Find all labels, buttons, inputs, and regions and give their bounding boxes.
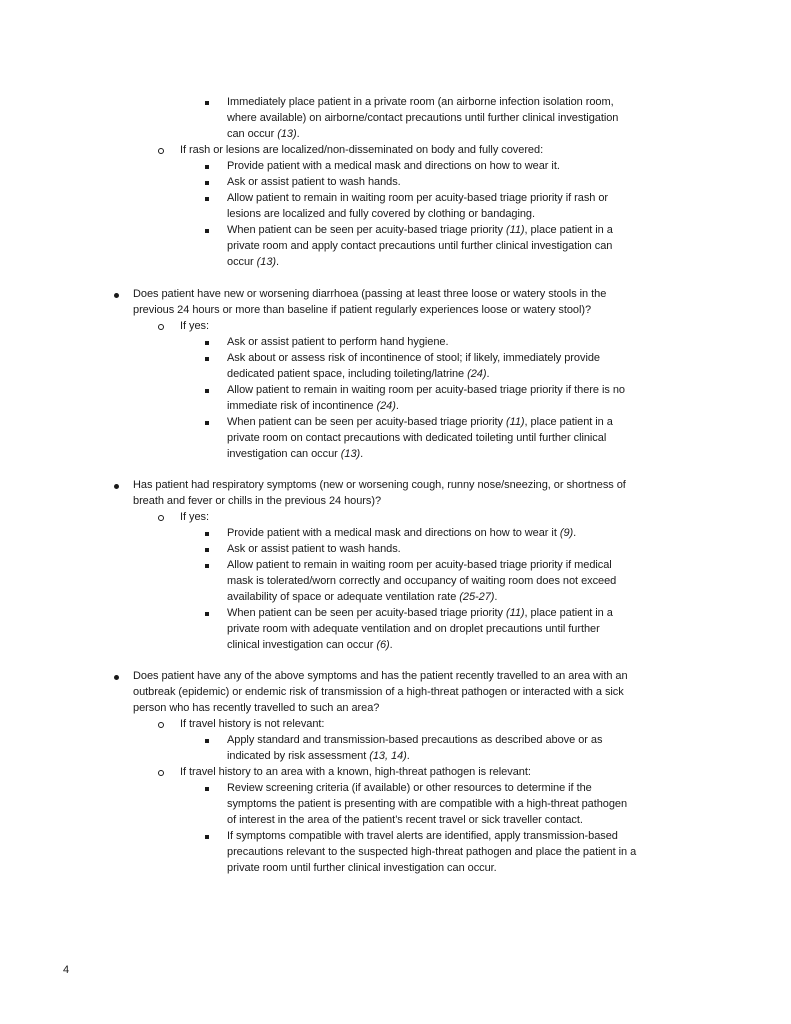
- circle-bullet-icon: [158, 148, 164, 154]
- text-line: private room and apply contact precautions until further clinical investigation can: [227, 240, 613, 252]
- text-line: [227, 605, 613, 621]
- reference: (24): [467, 368, 487, 380]
- reference: (24): [376, 400, 396, 412]
- text: , place patient in a: [524, 416, 613, 428]
- question-line: previous 24 hours or more than baseline if patient regularly experiences loose or watery stool)?: [133, 304, 592, 316]
- text-line: private room on contact precautions with dedicated toileting until further clinical: [227, 432, 607, 444]
- text: Provide patient with a medical mask and directions on how to wear it: [227, 527, 560, 539]
- text-line: If symptoms compatible with travel alerts are identified, apply transmission-based: [227, 830, 618, 842]
- reference: (13): [277, 128, 297, 140]
- square-bullet-icon: [205, 197, 209, 201]
- text: immediate risk of incontinence: [227, 400, 377, 412]
- reference: (13, 14): [369, 750, 407, 762]
- text: indicated by risk assessment: [227, 750, 370, 762]
- question-line: Does patient have any of the above symptoms and has the patient recently travelled to an area with an: [133, 670, 628, 682]
- text-line: where available) on airborne/contact precautions until further clinical investigation: [227, 112, 619, 124]
- text-line: [227, 446, 363, 462]
- square-bullet-icon: [205, 341, 209, 345]
- text-line: Provide patient with a medical mask and directions on how to wear it.: [227, 160, 560, 172]
- question-line: outbreak (epidemic) or endemic risk of transmission of a high-threat pathogen or interacted with a sick: [133, 686, 624, 698]
- text-line: [227, 398, 399, 414]
- text-line: [227, 126, 300, 142]
- circle-bullet-icon: [158, 770, 164, 776]
- text-line: private room until further clinical investigation can occur.: [227, 862, 497, 874]
- text-line: of interest in the area of the patient’s recent travel or sick traveller contact.: [227, 814, 583, 826]
- text-line: Ask or assist patient to perform hand hygiene.: [227, 336, 449, 348]
- text-line: Review screening criteria (if available) or other resources to determine if the: [227, 782, 592, 794]
- text-line: Ask or assist patient to wash hands.: [227, 543, 401, 555]
- sub-heading: If yes:: [180, 511, 209, 523]
- square-bullet-icon: [205, 835, 209, 839]
- text-line: lesions are localized and fully covered by clothing or bandaging.: [227, 208, 536, 220]
- reference: (11): [505, 607, 525, 619]
- text: When patient can be seen per acuity-based triage priority: [227, 607, 506, 619]
- text-line: [227, 366, 490, 382]
- square-bullet-icon: [205, 564, 209, 568]
- text-line: [227, 414, 613, 430]
- text: When patient can be seen per acuity-based triage priority: [227, 416, 506, 428]
- circle-bullet-icon: [158, 324, 164, 330]
- circle-bullet-icon: [158, 722, 164, 728]
- question-line: person who has recently travelled to such an area?: [133, 702, 380, 714]
- text: .: [296, 128, 300, 140]
- text: .: [389, 639, 393, 651]
- text-line: Allow patient to remain in waiting room per acuity-based triage priority if medical: [227, 559, 612, 571]
- square-bullet-icon: [205, 548, 209, 552]
- circle-bullet-icon: [158, 515, 164, 521]
- question-line: breath and fever or chills in the previous 24 hours)?: [133, 495, 382, 507]
- square-bullet-icon: [205, 229, 209, 233]
- text: clinical investigation can occur: [227, 639, 377, 651]
- square-bullet-icon: [205, 739, 209, 743]
- square-bullet-icon: [205, 612, 209, 616]
- reference: (13): [256, 256, 277, 268]
- round-bullet-icon: [114, 293, 119, 298]
- text: .: [406, 750, 410, 762]
- square-bullet-icon: [205, 532, 209, 536]
- text: .: [486, 368, 490, 380]
- square-bullet-icon: [205, 357, 209, 361]
- square-bullet-icon: [205, 101, 209, 105]
- text-line: Apply standard and transmission-based precautions as described above or as: [227, 734, 603, 746]
- sub-heading: If yes:: [180, 320, 209, 332]
- reference: (11): [505, 224, 525, 236]
- sub-heading: If travel history to an area with a known, high-threat pathogen is relevant:: [180, 766, 531, 778]
- text: .: [276, 256, 280, 268]
- text: availability of space or adequate ventilation rate: [227, 591, 460, 603]
- text: can occur: [227, 128, 278, 140]
- text-line: Allow patient to remain in waiting room per acuity-based triage priority if rash or: [227, 192, 609, 204]
- text: .: [360, 448, 364, 460]
- text-line: [227, 222, 613, 238]
- text: .: [573, 527, 577, 539]
- text-line: precautions relevant to the suspected high-threat pathogen and place the patient in a: [227, 846, 637, 858]
- text-line: [227, 525, 576, 541]
- text: , place patient in a: [524, 224, 613, 236]
- square-bullet-icon: [205, 165, 209, 169]
- round-bullet-icon: [114, 675, 119, 680]
- text: dedicated patient space, including toileting/latrine: [227, 368, 468, 380]
- text: occur: [227, 256, 257, 268]
- text: .: [494, 591, 498, 603]
- text: .: [395, 400, 399, 412]
- square-bullet-icon: [205, 181, 209, 185]
- text: , place patient in a: [524, 607, 613, 619]
- text: investigation can occur: [227, 448, 341, 460]
- question-line: Does patient have new or worsening diarrhoea (passing at least three loose or watery stools in the: [133, 288, 607, 300]
- square-bullet-icon: [205, 389, 209, 393]
- text-line: Ask or assist patient to wash hands.: [227, 176, 401, 188]
- round-bullet-icon: [114, 484, 119, 489]
- reference: (25-27): [459, 591, 495, 603]
- text-line: Immediately place patient in a private room (an airborne infection isolation room,: [227, 96, 614, 108]
- sub-heading: If rash or lesions are localized/non-disseminated on body and fully covered:: [180, 144, 544, 156]
- square-bullet-icon: [205, 421, 209, 425]
- reference: (11): [505, 416, 525, 428]
- reference: (13): [340, 448, 361, 460]
- text-line: [227, 254, 279, 270]
- text-line: private room with adequate ventilation and on droplet precautions until further: [227, 623, 600, 635]
- text-line: symptoms the patient is presenting with are compatible with a high-threat pathogen: [227, 798, 628, 810]
- sub-heading: If travel history is not relevant:: [180, 718, 325, 730]
- text-line: Ask about or assess risk of incontinence of stool; if likely, immediately provide: [227, 352, 600, 364]
- text-line: [227, 748, 410, 764]
- question-line: Has patient had respiratory symptoms (new or worsening cough, runny nose/sneezing, or shortness of: [133, 479, 626, 491]
- reference: (9): [559, 527, 574, 539]
- text-line: Allow patient to remain in waiting room per acuity-based triage priority if there is no: [227, 384, 625, 396]
- text: When patient can be seen per acuity-based triage priority: [227, 224, 506, 236]
- page-number: 4: [63, 964, 70, 976]
- reference: (6): [376, 639, 390, 651]
- text-line: [227, 637, 393, 653]
- square-bullet-icon: [205, 787, 209, 791]
- text-line: [227, 589, 497, 605]
- text-line: mask is tolerated/worn correctly and occupancy of waiting room does not exceed: [227, 575, 617, 587]
